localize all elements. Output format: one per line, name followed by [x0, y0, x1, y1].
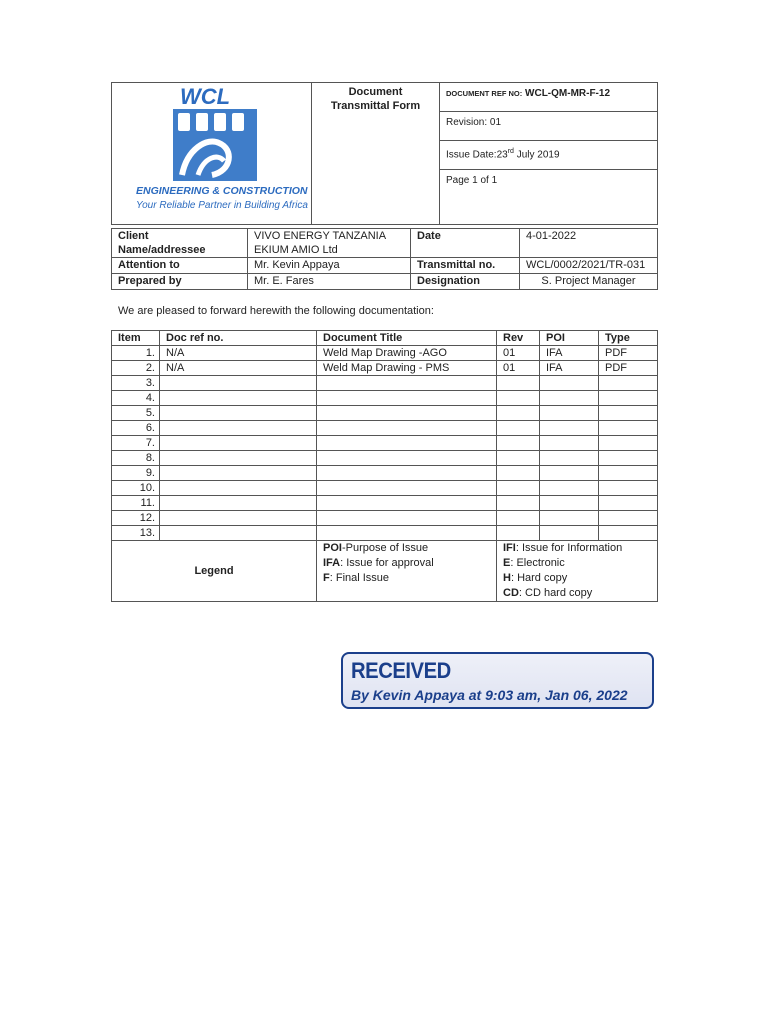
doc-ref-cell: N/A [160, 361, 317, 376]
title-cell [317, 436, 497, 451]
poi-cell [540, 481, 599, 496]
poi-cell [540, 451, 599, 466]
title-cell [317, 421, 497, 436]
rev-cell: 01 [497, 361, 540, 376]
doc-ref-cell [160, 481, 317, 496]
intro-text: We are pleased to forward herewith the following documentation: [118, 305, 434, 317]
page-number: Page 1 of 1 [440, 170, 658, 225]
rev-cell [497, 526, 540, 541]
table-row [112, 346, 658, 361]
item-number: 7. [112, 436, 160, 451]
legend-h-key: H [503, 572, 511, 584]
table-row [112, 511, 658, 526]
title-cell [317, 526, 497, 541]
type-cell: PDF [599, 346, 658, 361]
title-cell [317, 496, 497, 511]
poi-cell: IFA [540, 361, 599, 376]
revision: Revision: 01 [440, 112, 658, 141]
title-cell [317, 511, 497, 526]
date-label: Date [411, 229, 520, 258]
issue-date-suffix: July 2019 [513, 149, 560, 161]
legend-e-key: E [503, 557, 511, 569]
title-cell [317, 466, 497, 481]
poi-cell [540, 496, 599, 511]
doc-ref-cell [160, 421, 317, 436]
table-row [112, 376, 658, 391]
table-row [112, 391, 658, 406]
doc-ref-cell [160, 511, 317, 526]
table-row [112, 406, 658, 421]
table-header-row [112, 331, 658, 346]
table-row [112, 451, 658, 466]
title-cell [317, 406, 497, 421]
date-value: 4-01-2022 [520, 229, 658, 258]
prepared-label: Prepared by [112, 274, 248, 290]
col-header-item: Item [112, 331, 160, 346]
title-cell [317, 451, 497, 466]
doc-ref-cell [160, 391, 317, 406]
type-cell [599, 436, 658, 451]
transmittal-value: WCL/0002/2021/TR-031 [520, 258, 658, 274]
poi-cell [540, 526, 599, 541]
title-cell: Weld Map Drawing - PMS [317, 361, 497, 376]
legend-ifi-text: : Issue for Information [515, 542, 623, 554]
rev-cell [497, 376, 540, 391]
rev-cell [497, 451, 540, 466]
item-number: 8. [112, 451, 160, 466]
col-header-doc-ref: Doc ref no. [160, 331, 317, 346]
attention-label: Attention to [112, 258, 248, 274]
logo-tagline-2: Your Reliable Partner in Building Africa [136, 200, 308, 211]
type-cell [599, 511, 658, 526]
legend-poi-text: -Purpose of Issue [341, 542, 429, 554]
col-header-title: Document Title [317, 331, 497, 346]
doc-ref-cell [160, 496, 317, 511]
legend-poi-list [317, 541, 497, 602]
company-logo [112, 83, 312, 225]
poi-cell [540, 436, 599, 451]
poi-cell [540, 466, 599, 481]
item-number: 6. [112, 421, 160, 436]
item-number: 1. [112, 346, 160, 361]
poi-cell [540, 376, 599, 391]
table-row [112, 526, 658, 541]
poi-cell [540, 406, 599, 421]
title-cell [317, 481, 497, 496]
legend-e-text: : Electronic [510, 557, 565, 569]
legend-f-key: F [323, 572, 330, 584]
stamp-title: RECEIVED [351, 658, 451, 683]
type-cell [599, 481, 658, 496]
type-cell: PDF [599, 361, 658, 376]
legend-f-text: : Final Issue [329, 572, 390, 584]
type-cell [599, 451, 658, 466]
issue-date [440, 141, 658, 170]
poi-cell [540, 421, 599, 436]
rev-cell: 01 [497, 346, 540, 361]
table-row [112, 421, 658, 436]
rev-cell [497, 481, 540, 496]
received-stamp [341, 652, 654, 709]
legend-ifa-key: IFA [323, 557, 341, 569]
doc-ref [440, 83, 658, 112]
type-cell [599, 466, 658, 481]
title-cell: Weld Map Drawing -AGO [317, 346, 497, 361]
legend-cd-key: CD [503, 587, 519, 599]
item-number: 10. [112, 481, 160, 496]
table-row [112, 436, 658, 451]
client-value-line1: VIVO ENERGY TANZANIA [254, 230, 387, 242]
item-number: 12. [112, 511, 160, 526]
poi-cell [540, 391, 599, 406]
rev-cell [497, 391, 540, 406]
header-table [111, 82, 658, 225]
client-table [111, 228, 658, 290]
logo-wordmark: WCL [180, 84, 231, 109]
attention-value: Mr. Kevin Appaya [248, 258, 411, 274]
item-number: 5. [112, 406, 160, 421]
rev-cell [497, 436, 540, 451]
table-row [112, 496, 658, 511]
stamp-detail: By Kevin Appaya at 9:03 am, Jan 06, 2022 [351, 687, 628, 703]
doc-ref-value: WCL-QM-MR-F-12 [525, 88, 611, 99]
item-number: 9. [112, 466, 160, 481]
client-value [248, 229, 411, 258]
title-cell [317, 391, 497, 406]
rev-cell [497, 466, 540, 481]
client-label-line1: Client [118, 230, 149, 242]
doc-ref-cell: N/A [160, 346, 317, 361]
table-row [112, 481, 658, 496]
client-label-line2: Name/addressee [118, 244, 206, 256]
item-number: 11. [112, 496, 160, 511]
doc-ref-cell [160, 406, 317, 421]
poi-cell: IFA [540, 346, 599, 361]
legend-ifi-key: IFI [503, 542, 516, 554]
type-cell [599, 406, 658, 421]
doc-ref-label: DOCUMENT REF NO: [446, 89, 523, 98]
item-number: 13. [112, 526, 160, 541]
legend-ifa-text: : Issue for approval [340, 557, 434, 569]
legend-label: Legend [112, 541, 317, 602]
client-label [112, 229, 248, 258]
type-cell [599, 376, 658, 391]
title-cell [317, 376, 497, 391]
issue-date-prefix: Issue Date:23 [446, 149, 508, 161]
item-number: 4. [112, 391, 160, 406]
designation-value: S. Project Manager [520, 274, 658, 290]
documents-table [111, 330, 658, 602]
type-cell [599, 526, 658, 541]
table-row [112, 466, 658, 481]
logo-tagline-1: ENGINEERING & CONSTRUCTION [136, 185, 308, 197]
form-title: Document Transmittal Form [312, 83, 440, 225]
legend-row [112, 541, 658, 602]
client-value-line2: EKIUM AMIO Ltd [254, 244, 338, 256]
type-cell [599, 421, 658, 436]
rev-cell [497, 421, 540, 436]
col-header-type: Type [599, 331, 658, 346]
item-number: 3. [112, 376, 160, 391]
col-header-poi: POI [540, 331, 599, 346]
rev-cell [497, 511, 540, 526]
issue-date-sup: rd [507, 148, 514, 155]
transmittal-label: Transmittal no. [411, 258, 520, 274]
type-cell [599, 496, 658, 511]
rev-cell [497, 496, 540, 511]
doc-ref-cell [160, 376, 317, 391]
rev-cell [497, 406, 540, 421]
designation-label: Designation [411, 274, 520, 290]
doc-ref-cell [160, 466, 317, 481]
doc-ref-cell [160, 526, 317, 541]
legend-cd-text: : CD hard copy [518, 587, 593, 599]
table-row [112, 361, 658, 376]
legend-poi-key: POI [323, 542, 342, 554]
item-number: 2. [112, 361, 160, 376]
doc-ref-cell [160, 451, 317, 466]
legend-type-list [497, 541, 658, 602]
legend-h-text: : Hard copy [510, 572, 568, 584]
doc-ref-cell [160, 436, 317, 451]
poi-cell [540, 511, 599, 526]
prepared-value: Mr. E. Fares [248, 274, 411, 290]
col-header-rev: Rev [497, 331, 540, 346]
type-cell [599, 391, 658, 406]
